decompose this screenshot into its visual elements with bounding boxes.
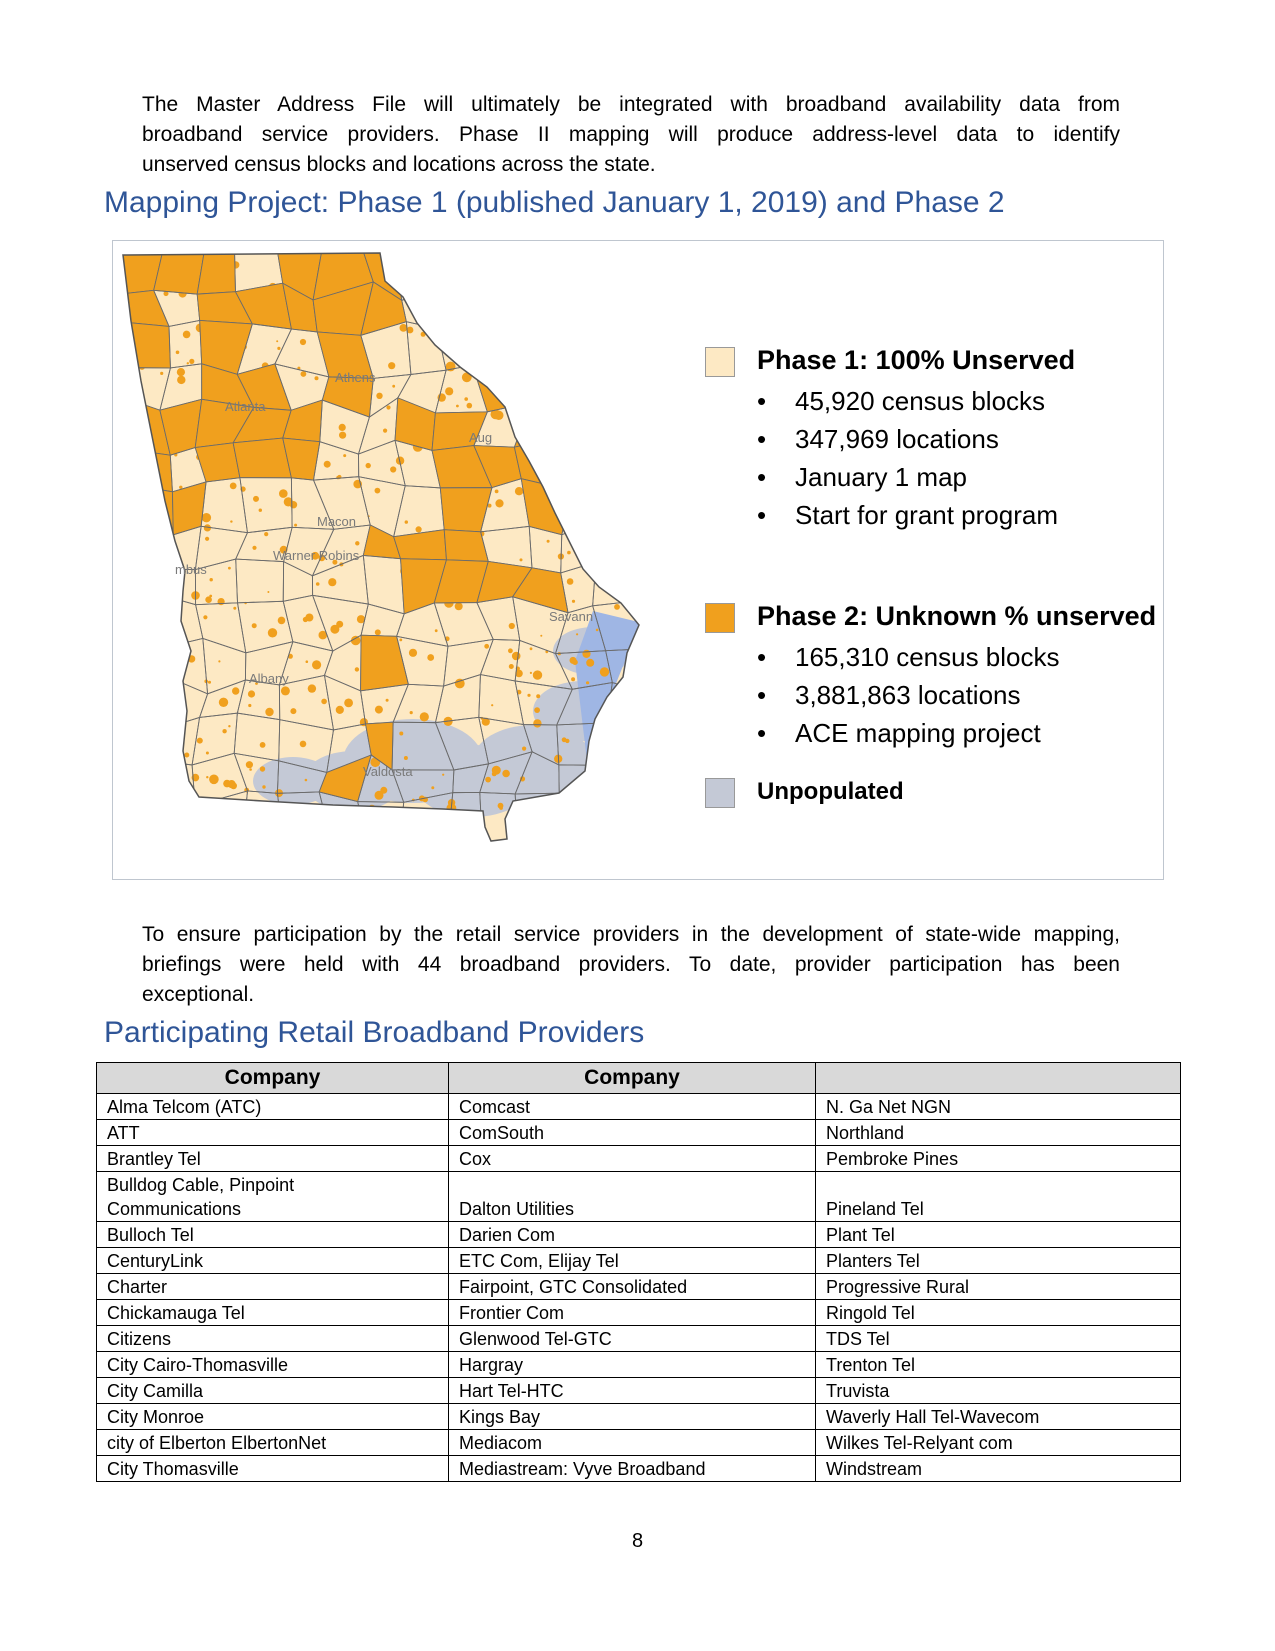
table-row: [97, 1326, 1181, 1352]
county: [436, 289, 484, 329]
table-cell: City Cairo-Thomasville: [97, 1352, 449, 1378]
county: [599, 328, 643, 379]
table-cell: City Camilla: [97, 1378, 449, 1404]
table-row: [97, 1248, 1181, 1274]
county: [593, 759, 643, 799]
county: [123, 641, 165, 679]
table-row: [97, 1300, 1181, 1326]
legend-bullet: • 165,310 census blocks: [757, 638, 1060, 676]
participation-line-1: To ensure participation by the retail service providers in the development of state-wide mapping,: [142, 923, 1120, 946]
county: [123, 525, 174, 569]
table-cell: Charter: [97, 1274, 449, 1300]
county: [123, 448, 172, 491]
table-cell: Brantley Tel: [97, 1146, 449, 1172]
table-cell: City Thomasville: [97, 1456, 449, 1482]
table-cell: Mediacom: [449, 1430, 816, 1456]
table-cell: city of Elberton ElbertonNet: [97, 1430, 449, 1456]
county: [233, 438, 291, 478]
table-row: [97, 1352, 1181, 1378]
county: [558, 251, 609, 291]
table-cell: Truvista: [816, 1378, 1181, 1404]
table-cell: Wilkes Tel-Relyant com: [816, 1430, 1181, 1456]
table-cell: Hargray: [449, 1352, 816, 1378]
county: [436, 251, 485, 294]
city-label: Athens: [335, 370, 376, 385]
county: [566, 289, 599, 340]
table-cell: Windstream: [816, 1456, 1181, 1482]
table-cell: Pineland Tel: [816, 1172, 1181, 1222]
table-cell: Kings Bay: [449, 1404, 816, 1430]
table-cell: Alma Telcom (ATC): [97, 1094, 449, 1120]
mapping-project-heading: Mapping Project: Phase 1 (published January 1, 2019) and Phase 2: [104, 186, 1005, 219]
intro-line-2: broadband service providers. Phase II mapping will produce address-level data to identify: [142, 123, 1120, 146]
county: [123, 596, 165, 650]
county: [159, 804, 210, 841]
county: [561, 399, 609, 446]
city-label: Macon: [317, 514, 357, 529]
table-row: [97, 1378, 1181, 1404]
county: [123, 751, 173, 803]
table-cell: Mediastream: Vyve Broadband: [449, 1456, 816, 1482]
county: [518, 251, 574, 289]
county: [561, 437, 609, 496]
table-cell: Waverly Hall Tel-Wavecom: [816, 1404, 1181, 1430]
georgia-county-map: [113, 241, 673, 881]
city-label: Warner Robins: [273, 548, 360, 563]
column-header: Company: [97, 1063, 449, 1094]
table-row: [97, 1404, 1181, 1430]
county: [123, 483, 173, 534]
county: [597, 287, 643, 330]
table-row: [97, 1094, 1181, 1120]
table-row: [97, 1274, 1181, 1300]
table-cell: Pembroke Pines: [816, 1146, 1181, 1172]
county: [562, 491, 608, 535]
county: [394, 251, 452, 300]
county: [197, 251, 235, 294]
page-number: 8: [631, 1530, 644, 1552]
legend-swatch-unpopulated: [705, 778, 735, 808]
map-fill-layer: [113, 241, 673, 881]
county: [598, 793, 643, 841]
legend-swatch-phase2: [705, 603, 735, 633]
table-cell: Planters Tel: [816, 1248, 1181, 1274]
column-header: [816, 1063, 1181, 1094]
legend-bullet: • January 1 map: [757, 458, 1058, 496]
intro-line-1: The Master Address File will ultimately be integrated with broadband availability data from: [142, 93, 1120, 116]
table-cell: Hart Tel-HTC: [449, 1378, 816, 1404]
participation-paragraph: [142, 920, 1120, 1010]
providers-table-body: [97, 1094, 1181, 1482]
city-label: Aug: [469, 430, 493, 445]
table-row: [97, 1430, 1181, 1456]
county: [123, 676, 165, 732]
county: [518, 283, 574, 340]
table-cell: Bulloch Tel: [97, 1222, 449, 1248]
county: [473, 320, 522, 365]
table-cell: Trenton Tel: [816, 1352, 1181, 1378]
county: [123, 722, 163, 762]
city-label: mbus: [175, 562, 207, 577]
county: [123, 322, 170, 368]
county: [596, 516, 643, 563]
city-label: Atlanta: [225, 399, 266, 414]
legend-bullet: • 347,969 locations: [757, 420, 1058, 458]
table-cell: N. Ga Net NGN: [816, 1094, 1181, 1120]
county: [484, 251, 521, 294]
table-cell: Progressive Rural: [816, 1274, 1181, 1300]
legend-title-phase2: Phase 2: Unknown % unserved: [757, 601, 1157, 631]
county: [123, 565, 174, 614]
table-cell: Ringold Tel: [816, 1300, 1181, 1326]
county: [561, 364, 609, 401]
legend-bullet: • Start for grant program: [757, 496, 1058, 534]
county: [593, 714, 643, 765]
map-legend: [705, 241, 1165, 881]
table-header-row: [97, 1063, 1181, 1094]
providers-heading: Participating Retail Broadband Providers: [104, 1016, 645, 1049]
city-label: Valdosta: [363, 764, 413, 779]
table-row: [97, 1120, 1181, 1146]
table-row: [97, 1146, 1181, 1172]
county: [603, 447, 643, 496]
county: [593, 398, 643, 453]
city-label: Savann: [549, 609, 594, 624]
table-row: [97, 1456, 1181, 1482]
table-cell: Frontier Com: [449, 1300, 816, 1326]
county: [520, 363, 570, 403]
legend-bullet: • 3,881,863 locations: [757, 676, 1060, 714]
county: [514, 401, 570, 447]
table-cell: Bulldog Cable, Pinpoint Communications: [97, 1172, 449, 1222]
column-header: Company: [449, 1063, 816, 1094]
table-cell: Cox: [449, 1146, 816, 1172]
county: [561, 328, 609, 373]
table-row: [97, 1172, 1181, 1222]
county: [154, 251, 205, 294]
table-cell: Fairpoint, GTC Consolidated: [449, 1274, 816, 1300]
intro-line-3: unserved census blocks and locations across the state.: [142, 153, 656, 176]
legend-bullets-phase1: [757, 382, 1058, 534]
county: [474, 283, 521, 334]
county: [559, 793, 599, 841]
table-cell: Plant Tel: [816, 1222, 1181, 1248]
participation-line-2: briefings were held with 44 broadband providers. To date, provider participation has been: [142, 953, 1120, 976]
table-cell: City Monroe: [97, 1404, 449, 1430]
table-cell: ComSouth: [449, 1120, 816, 1146]
city-label: Albany: [249, 671, 289, 686]
county: [593, 364, 643, 399]
intro-paragraph: [142, 90, 1120, 180]
legend-bullets-phase2: [757, 638, 1060, 752]
legend-title-phase1: Phase 1: 100% Unserved: [757, 345, 1076, 375]
table-cell: Glenwood Tel-GTC: [449, 1326, 816, 1352]
legend-bullet: • 45,920 census blocks: [757, 382, 1058, 420]
county: [515, 793, 569, 841]
providers-table: [96, 1062, 1181, 1482]
table-cell: Northland: [816, 1120, 1181, 1146]
table-row: [97, 1222, 1181, 1248]
legend-title-unpopulated: Unpopulated: [757, 778, 904, 805]
table-cell: TDS Tel: [816, 1326, 1181, 1352]
table-cell: Dalton Utilities: [449, 1172, 816, 1222]
county: [123, 797, 173, 841]
county: [597, 251, 643, 291]
table-cell: Citizens: [97, 1326, 449, 1352]
table-cell: Comcast: [449, 1094, 816, 1120]
broadband-map-figure: [112, 240, 1164, 880]
legend-bullet: • ACE mapping project: [757, 714, 1060, 752]
county: [603, 491, 643, 524]
table-cell: CenturyLink: [97, 1248, 449, 1274]
participation-line-3: exceptional.: [142, 983, 255, 1006]
legend-swatch-phase1: [705, 347, 735, 377]
table-cell: Darien Com: [449, 1222, 816, 1248]
table-cell: ETC Com, Elijay Tel: [449, 1248, 816, 1274]
table-cell: ATT: [97, 1120, 449, 1146]
county: [520, 334, 566, 373]
table-cell: Chickamauga Tel: [97, 1300, 449, 1326]
